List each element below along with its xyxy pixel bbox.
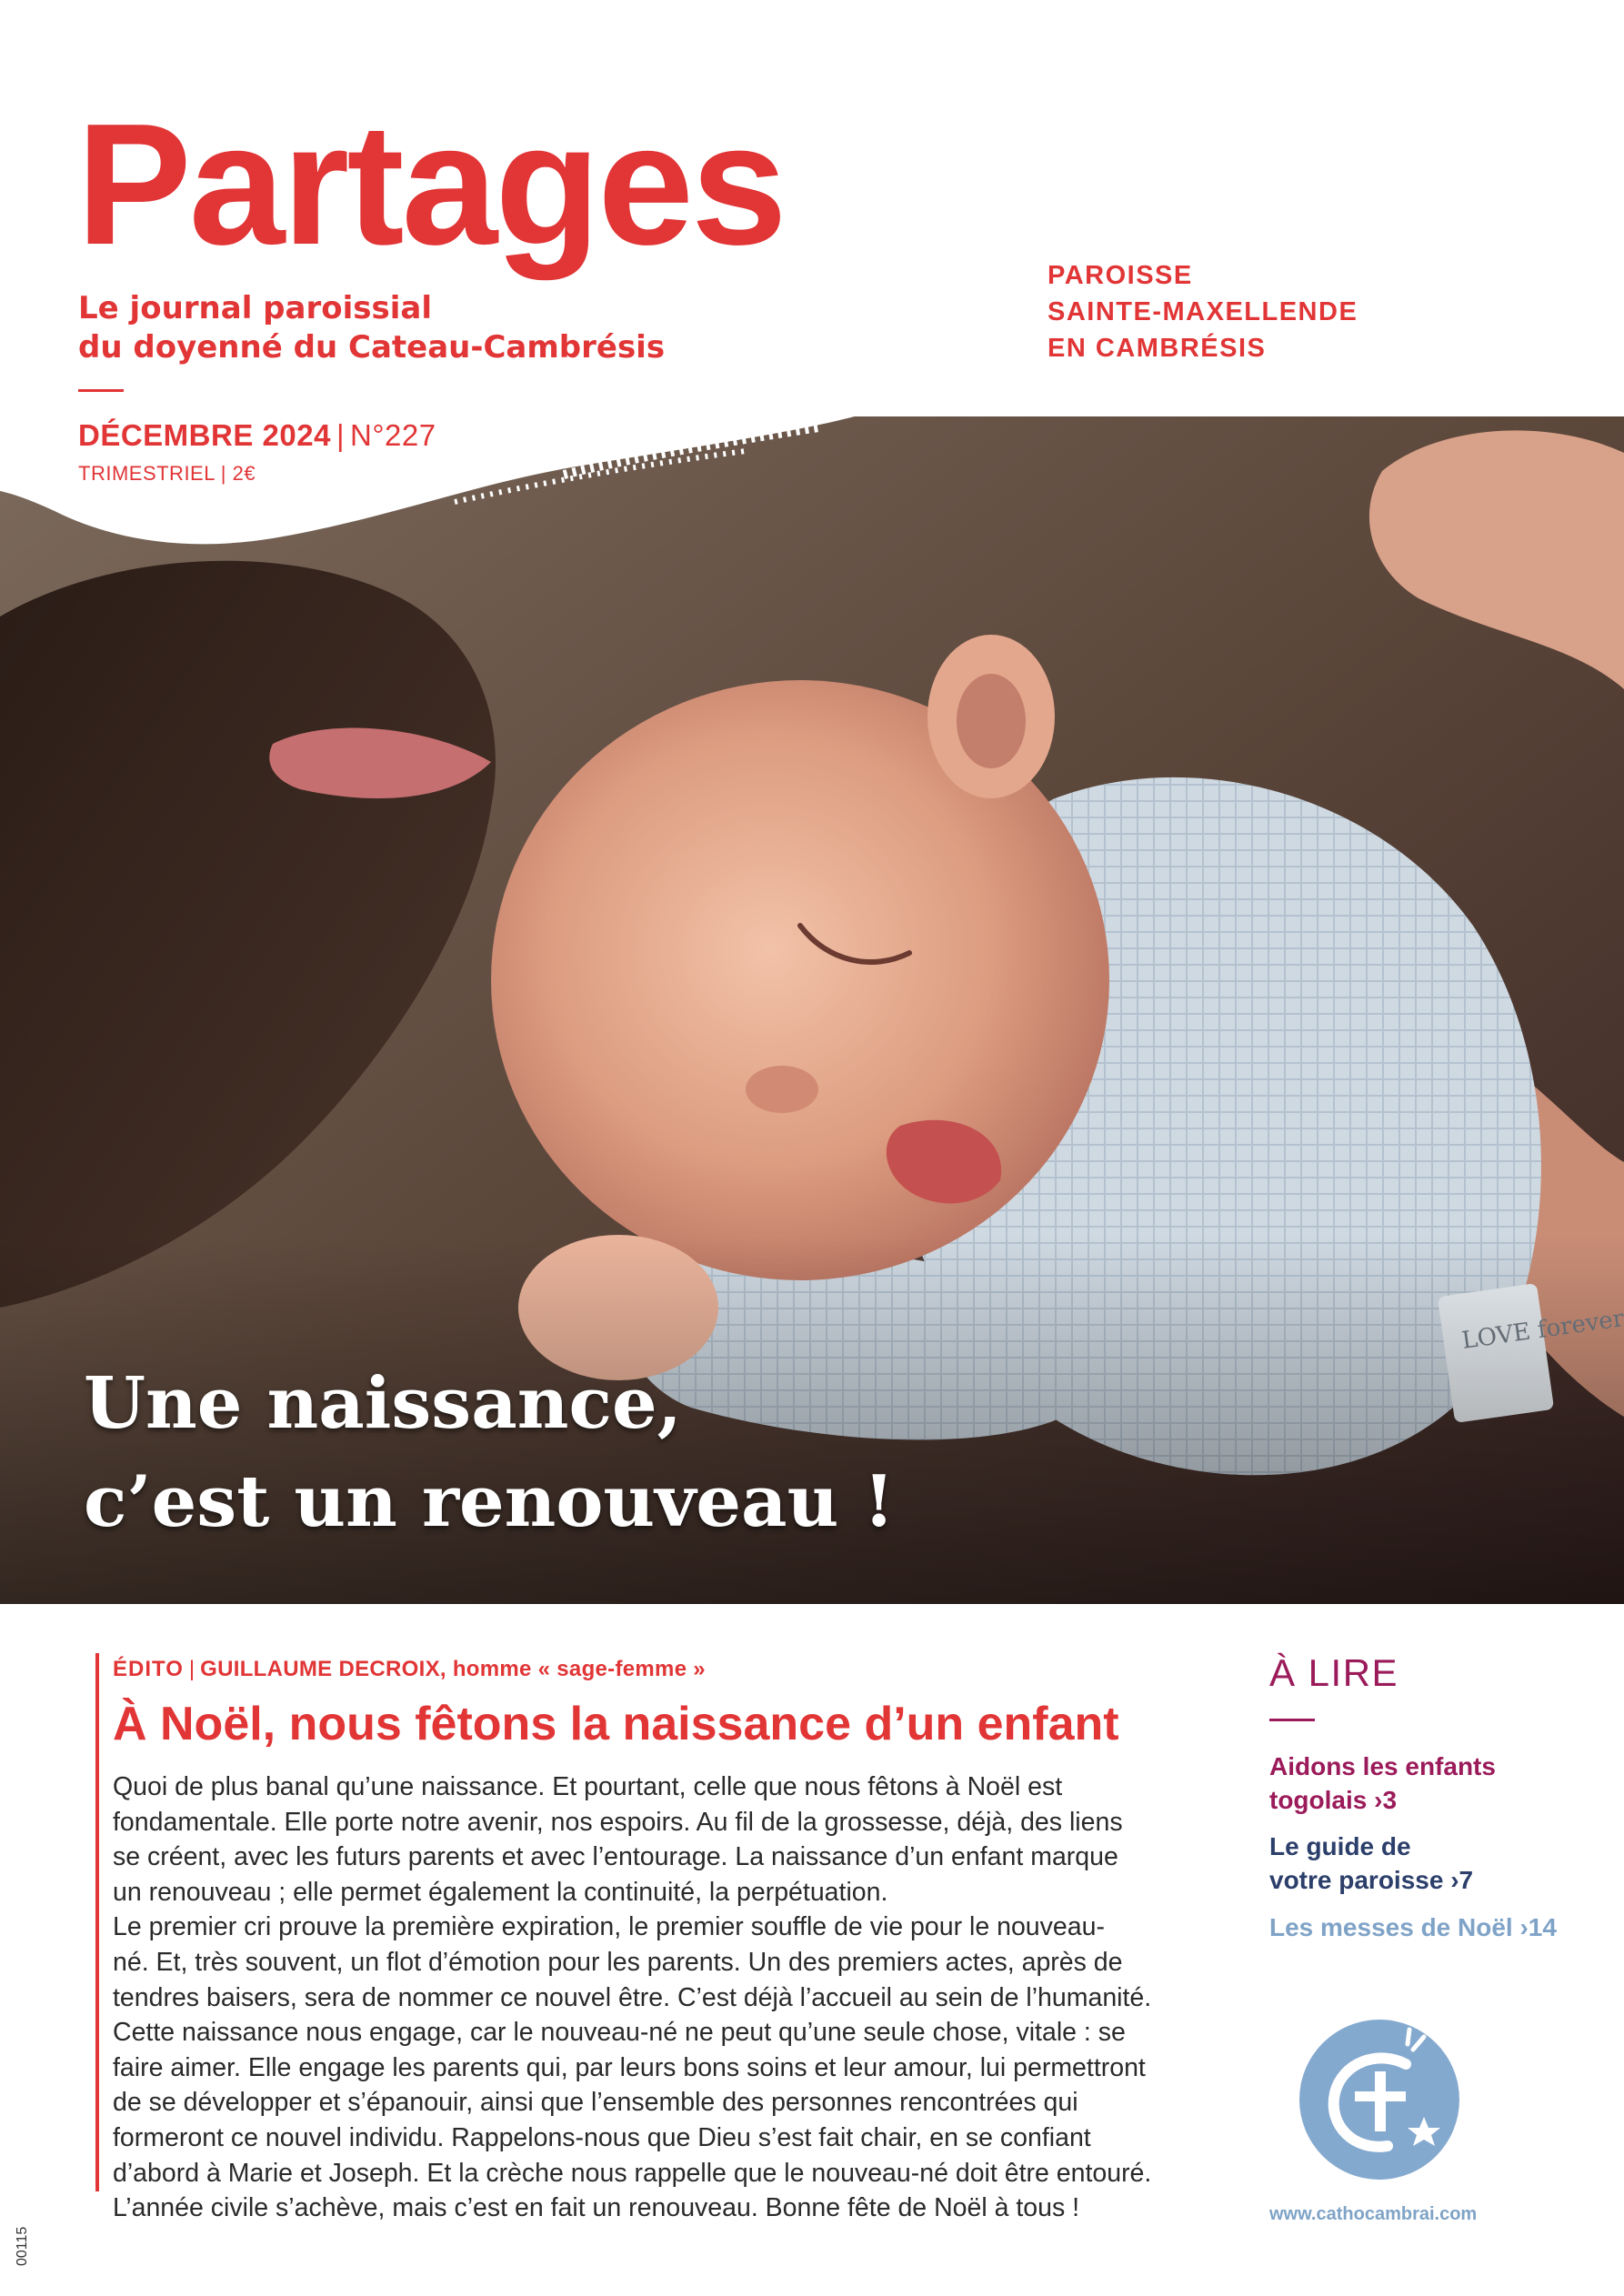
- issue-number: N°227: [350, 418, 436, 452]
- edito-line: faire aimer. Elle engage les parents qui, par leurs bons soins et leur amour, lui permettront: [113, 2052, 1146, 2082]
- magazine-title: Partages: [76, 88, 785, 281]
- teaser-line: Les messes de Noël ›14: [1269, 1913, 1557, 1941]
- parish-line-1: PAROISSE: [1048, 261, 1193, 290]
- headline-line-2: c’est un renouveau !: [84, 1460, 895, 1543]
- parish-line-2: SAINTE-MAXELLENDE: [1048, 297, 1358, 326]
- subtitle-line-1: Le journal paroissial: [78, 290, 432, 326]
- edito-author: GUILLAUME DECROIX, homme « sage-femme »: [200, 1657, 706, 1681]
- edito-line: d’abord à Marie et Joseph. Et la crèche nous rappelle que le nouveau-né doit être entouré.: [113, 2158, 1152, 2188]
- edito-line: tendres baisers, sera de nommer ce nouvel être. C’est déjà l’accueil au sein de l’humanité.: [113, 1982, 1152, 2012]
- teaser-christmas-masses[interactable]: [1269, 1910, 1557, 1944]
- headline-line-1: Une naissance,: [84, 1362, 682, 1445]
- edito-line: se créent, avec les futurs parents et avec l’entourage. La naissance d’un enfant marque: [113, 1842, 1118, 1872]
- magazine-subtitle: [78, 289, 665, 367]
- issue-date: DÉCEMBRE 2024: [78, 418, 331, 452]
- teaser-parish-guide[interactable]: [1269, 1830, 1473, 1897]
- edito-line: L’année civile s’achève, mais c’est en fait un renouveau. Bonne fête de Noël à tous !: [113, 2193, 1080, 2223]
- masthead-divider: [78, 389, 124, 392]
- edito-line: Le premier cri prouve la première expiration, le premier souffle de vie pour le nouveau-: [113, 1912, 1105, 1942]
- diocese-logo-icon: [1297, 2017, 1462, 2182]
- edito-separator: |: [188, 1657, 195, 1681]
- sidebar-title: À LIRE: [1269, 1651, 1399, 1694]
- teaser-line: votre paroisse ›7: [1269, 1866, 1474, 1894]
- teaser-line: Aidons les enfants: [1269, 1752, 1496, 1780]
- issue-separator: |: [336, 418, 346, 452]
- website-link[interactable]: www.cathocambrai.com: [1269, 2204, 1478, 2224]
- edito-line: formeront ce nouvel individu. Rappelons-nous que Dieu s’est fait chair, en se confiant: [113, 2122, 1091, 2152]
- teaser-line: Le guide de: [1269, 1832, 1411, 1860]
- cover-headline: [84, 1355, 895, 1551]
- parish-name: [1048, 257, 1358, 366]
- periodicity-price: TRIMESTRIEL | 2€: [78, 462, 256, 485]
- edito-line: Quoi de plus banal qu’une naissance. Et pourtant, celle que nous fêtons à Noël est: [113, 1772, 1063, 1801]
- parish-line-3: EN CAMBRÉSIS: [1048, 334, 1267, 363]
- edito-line: de se développer et s’épanouir, ainsi que l’ensemble des personnes rencontrées qui: [113, 2088, 1078, 2118]
- edito-title: À Noël, nous fêtons la naissance d’un enfant: [113, 1698, 1119, 1750]
- sidebar-divider: [1269, 1719, 1315, 1721]
- edito-label: ÉDITO: [113, 1657, 184, 1681]
- edito-line: Cette naissance nous engage, car le nouveau-né ne peut qu’une seule chose, vitale : se: [113, 2018, 1126, 2048]
- edito-line: né. Et, très souvent, un flot d’émotion pour les parents. Un des premiers actes, après de: [113, 1947, 1123, 1977]
- barcode-number: 00115: [15, 2226, 30, 2266]
- edito-accent-bar: [95, 1653, 99, 2191]
- issue-info: [78, 418, 436, 453]
- edito-body: [113, 1770, 1158, 2226]
- teaser-line: togolais ›3: [1269, 1786, 1398, 1814]
- subtitle-line-2: du doyenné du Cateau-Cambrésis: [78, 329, 666, 366]
- edito-kicker: [113, 1657, 706, 1682]
- edito-line: fondamentale. Elle porte notre avenir, nos espoirs. Au fil de la grossesse, déjà, des liens: [113, 1807, 1123, 1837]
- edito-line: un renouveau ; elle permet également la continuité, la perpétuation.: [113, 1877, 888, 1907]
- teaser-togo-children[interactable]: [1269, 1750, 1496, 1817]
